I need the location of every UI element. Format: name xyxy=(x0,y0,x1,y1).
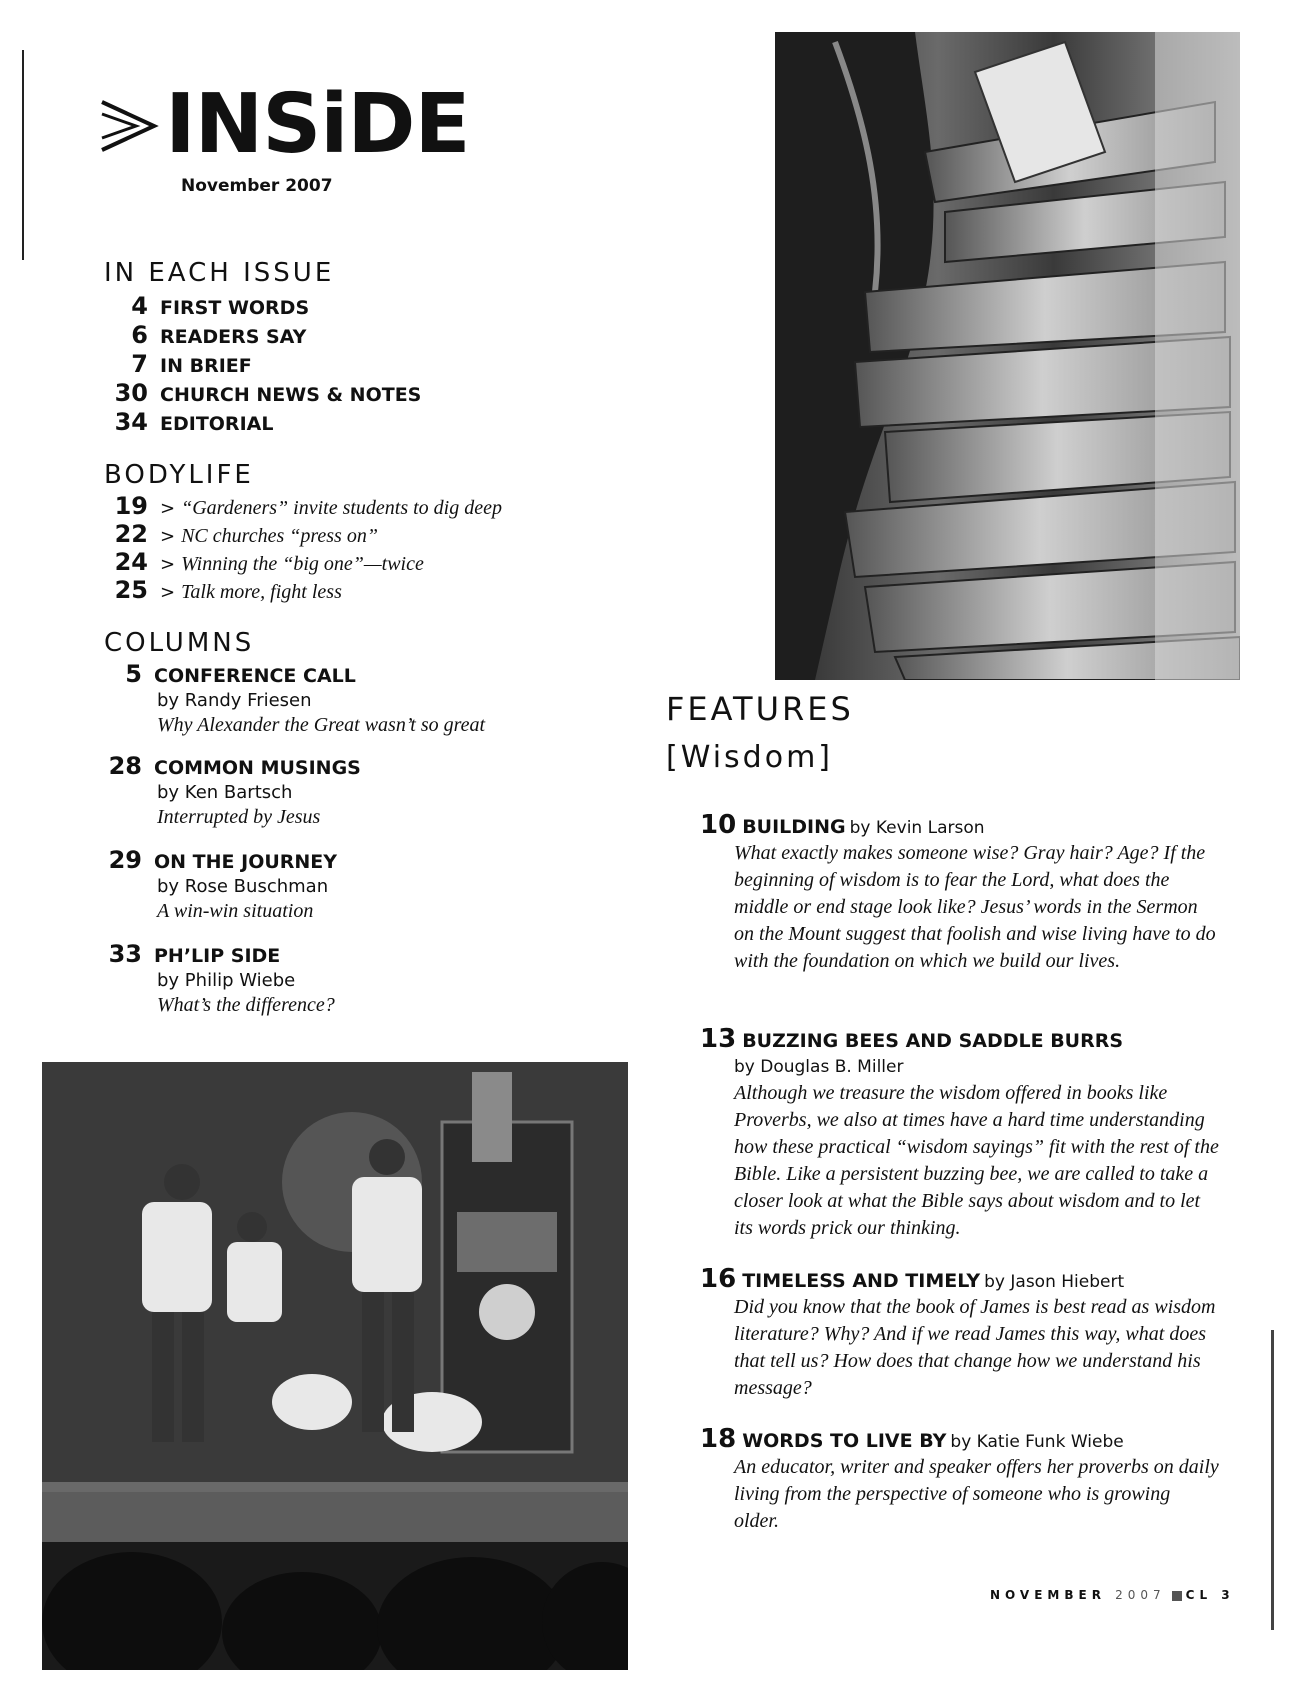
page-number: 7 xyxy=(131,350,148,378)
feature-title: BUZZING BEES AND SADDLE BURRS xyxy=(742,1030,1124,1052)
footer-page: CL 3 xyxy=(1185,1588,1235,1602)
margin-rule xyxy=(22,50,24,260)
footer-year: 2007 xyxy=(1115,1588,1166,1602)
item-label: “Gardeners” invite students to dig deep xyxy=(181,497,502,519)
feature-description: What exactly makes someone wise? Gray hair? Age? If the beginning of wisdom is to fear the Lord, what does the middle or end stage look like? Jesus’ words in the Sermon on the Mount suggest that foolish and wise living have to do with the foundation on which we build our lives. xyxy=(734,842,1216,972)
margin-rule-right xyxy=(1271,1330,1274,1630)
list-item[interactable] xyxy=(98,292,309,320)
item-label: CHURCH NEWS & NOTES xyxy=(160,384,422,406)
feature-item[interactable] xyxy=(700,1024,1220,1242)
feature-title: WORDS TO LIVE BY xyxy=(742,1430,947,1452)
item-label: FIRST WORDS xyxy=(160,297,310,319)
chevron-right-icon: > xyxy=(160,554,176,575)
item-label: CONFERENCE CALL xyxy=(154,665,356,687)
footer-month: NOVEMBER xyxy=(990,1588,1106,1602)
feature-author: by Douglas B. Miller xyxy=(734,1057,904,1077)
square-bullet-icon xyxy=(1172,1591,1182,1601)
item-byline: by Ken Bartsch xyxy=(157,782,293,803)
masthead xyxy=(98,77,470,172)
page-number: 33 xyxy=(108,940,142,968)
issue-date: November 2007 xyxy=(181,176,333,196)
item-byline: by Philip Wiebe xyxy=(157,970,296,991)
item-byline: by Randy Friesen xyxy=(157,690,312,711)
section-heading-each-issue: IN EACH ISSUE xyxy=(104,258,335,288)
section-heading-columns: COLUMNS xyxy=(104,628,255,658)
page-number: 18 xyxy=(700,1424,737,1454)
item-label: EDITORIAL xyxy=(160,413,274,435)
item-subtitle: Interrupted by Jesus xyxy=(157,806,321,828)
list-item[interactable] xyxy=(98,660,485,738)
page-number: 16 xyxy=(700,1264,737,1294)
list-item[interactable] xyxy=(98,940,335,1018)
list-item[interactable] xyxy=(98,846,337,924)
masthead-title: INSiDE xyxy=(165,77,470,172)
feature-title: BUILDING xyxy=(742,816,846,838)
feature-author: by Katie Funk Wiebe xyxy=(950,1432,1124,1452)
books-photo xyxy=(775,32,1240,680)
page-number: 30 xyxy=(114,379,148,407)
list-item[interactable] xyxy=(98,520,378,548)
feature-author: by Jason Hiebert xyxy=(984,1272,1125,1292)
page-number: 10 xyxy=(700,810,737,840)
features-heading: FEATURES xyxy=(666,690,854,728)
page-footer xyxy=(990,1588,1235,1602)
stage-performance-photo xyxy=(42,1062,628,1670)
chevron-right-icon: > xyxy=(160,582,176,603)
page-number: 13 xyxy=(700,1024,737,1054)
item-label: PH’LIP SIDE xyxy=(154,945,281,967)
list-item[interactable] xyxy=(98,548,424,576)
chevron-right-icon: > xyxy=(160,526,176,547)
page-number: 5 xyxy=(125,660,142,688)
section-heading-bodylife: BODYLIFE xyxy=(104,460,254,490)
item-label: READERS SAY xyxy=(160,326,307,348)
list-item[interactable] xyxy=(98,492,502,520)
feature-description: Did you know that the book of James is best read as wisdom literature? Why? And if we read James this way, what does that tell us? How does that change how we understand his message? xyxy=(734,1296,1216,1399)
item-label: NC churches “press on” xyxy=(181,525,378,547)
features-theme: [Wisdom] xyxy=(666,740,833,775)
page-number: 22 xyxy=(114,520,148,548)
feature-description: Although we treasure the wisdom offered in books like Proverbs, we also at times have a hard time understanding how these practical “wisdom sayings” fit with the rest of the Bible. Like a persistent buzzing bee, we are called to take a closer look at what the Bible says about wisdom and to let its words prick our thinking. xyxy=(734,1082,1219,1239)
item-label: IN BRIEF xyxy=(160,355,252,377)
list-item[interactable] xyxy=(98,379,421,407)
list-item[interactable] xyxy=(98,408,273,436)
feature-author: by Kevin Larson xyxy=(849,818,985,838)
item-label: ON THE JOURNEY xyxy=(154,851,338,873)
page-number: 4 xyxy=(131,292,148,320)
chevron-right-icon xyxy=(98,96,160,158)
list-item[interactable] xyxy=(98,752,361,830)
list-item[interactable] xyxy=(98,576,342,604)
item-subtitle: Why Alexander the Great wasn’t so great xyxy=(157,714,486,736)
page-number: 34 xyxy=(114,408,148,436)
page-number: 24 xyxy=(114,548,148,576)
list-item[interactable] xyxy=(98,321,306,349)
chevron-right-icon: > xyxy=(160,498,176,519)
feature-item[interactable] xyxy=(700,1264,1220,1402)
item-label: COMMON MUSINGS xyxy=(154,757,361,779)
item-byline: by Rose Buschman xyxy=(157,876,329,897)
item-label: Talk more, fight less xyxy=(181,581,342,603)
feature-description: An educator, writer and speaker offers her proverbs on daily living from the perspective of someone who is growing older. xyxy=(734,1456,1219,1532)
page-number: 19 xyxy=(114,492,148,520)
page-number: 6 xyxy=(131,321,148,349)
feature-item[interactable] xyxy=(700,1424,1220,1535)
item-subtitle: What’s the difference? xyxy=(157,994,335,1016)
feature-item[interactable] xyxy=(700,810,1220,975)
list-item[interactable] xyxy=(98,350,252,378)
feature-title: TIMELESS AND TIMELY xyxy=(742,1270,981,1292)
page-number: 29 xyxy=(108,846,142,874)
page-number: 25 xyxy=(114,576,148,604)
page-number: 28 xyxy=(108,752,142,780)
item-label: Winning the “big one”—twice xyxy=(181,553,424,575)
item-subtitle: A win-win situation xyxy=(157,900,314,922)
